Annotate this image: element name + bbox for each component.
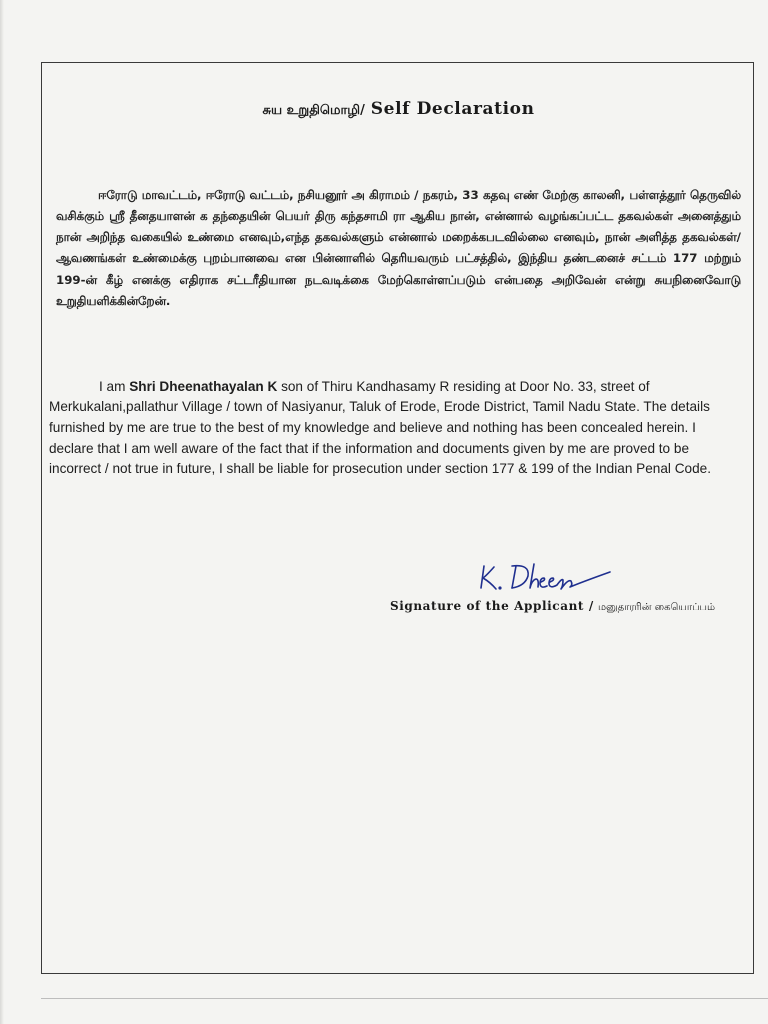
page-title bbox=[42, 99, 755, 119]
title-english: Self Declaration bbox=[370, 99, 535, 119]
english-declaration-paragraph bbox=[49, 377, 743, 481]
scan-edge-shadow bbox=[0, 0, 4, 1024]
applicant-name: Shri Dheenathayalan K bbox=[129, 378, 278, 394]
tamil-declaration-paragraph: ஈரோடு மாவட்டம், ஈரோடு வட்டம், நசியனூர் அ கிராமம் / நகரம், 33 கதவு எண் மேற்கு காலனி, பள்ளத்தூர் தெருவில் வசிக்கும் ஸ்ரீ தீனதயாளன் க தந்தையின் பெயர் திரு கந்தசாமி ரா ஆகிய நான், என்னால் வழங்கப்பட்ட தகவல்கள் அனைத்தும் நான் அறிந்த வகையில் உண்மை எனவும்,எந்த தகவல்களும் என்னால் மறைக்கபடவில்லை எனவும், நான் அளித்த தகவல்கள்/ ஆவணங்கள் உண்மைக்கு புறம்பானவை என பின்னாளில் தெரியவரும் பட்சத்தில், இந்திய தண்டனைச் சட்டம் 177 மற்றும் 199-ன் கீழ் எனக்கு எதிராக சட்டரீதியான நடவடிக்கை மேற்கொள்ளப்படும் என்பதை அறிவேன் என்று சுயநினைவோடு உறுதியளிக்கின்றேன். bbox=[56, 187, 741, 308]
signature-caption bbox=[390, 599, 715, 614]
english-text-start: I am bbox=[99, 378, 130, 394]
page-bottom-rule bbox=[41, 998, 768, 999]
signature-caption-tamil: மனுதாரரின் கையொப்பம் bbox=[598, 602, 715, 613]
title-tamil: சுய உறுதிமொழி/ bbox=[262, 103, 365, 118]
handwritten-signature bbox=[478, 558, 618, 594]
signature-caption-english: Signature of the Applicant / bbox=[389, 599, 594, 613]
english-text-rest: son of Thiru Kandhasamy R residing at Door No. 33, street of Merkukalani,pallathur Village / town of Nasiyanur, Taluk of Erode, Erode District, Tamil Nadu State. The details furnished by me are true to the best of my knowledge and believe and nothing has been concealed herein. I declare that I am well aware of the fact that if the information and documents given by me are proved to be incorrect / not true in future, I shall be liable for prosecution under section 177 & 199 of the Indian Penal Code. bbox=[49, 378, 711, 477]
declaration-border bbox=[41, 62, 754, 974]
